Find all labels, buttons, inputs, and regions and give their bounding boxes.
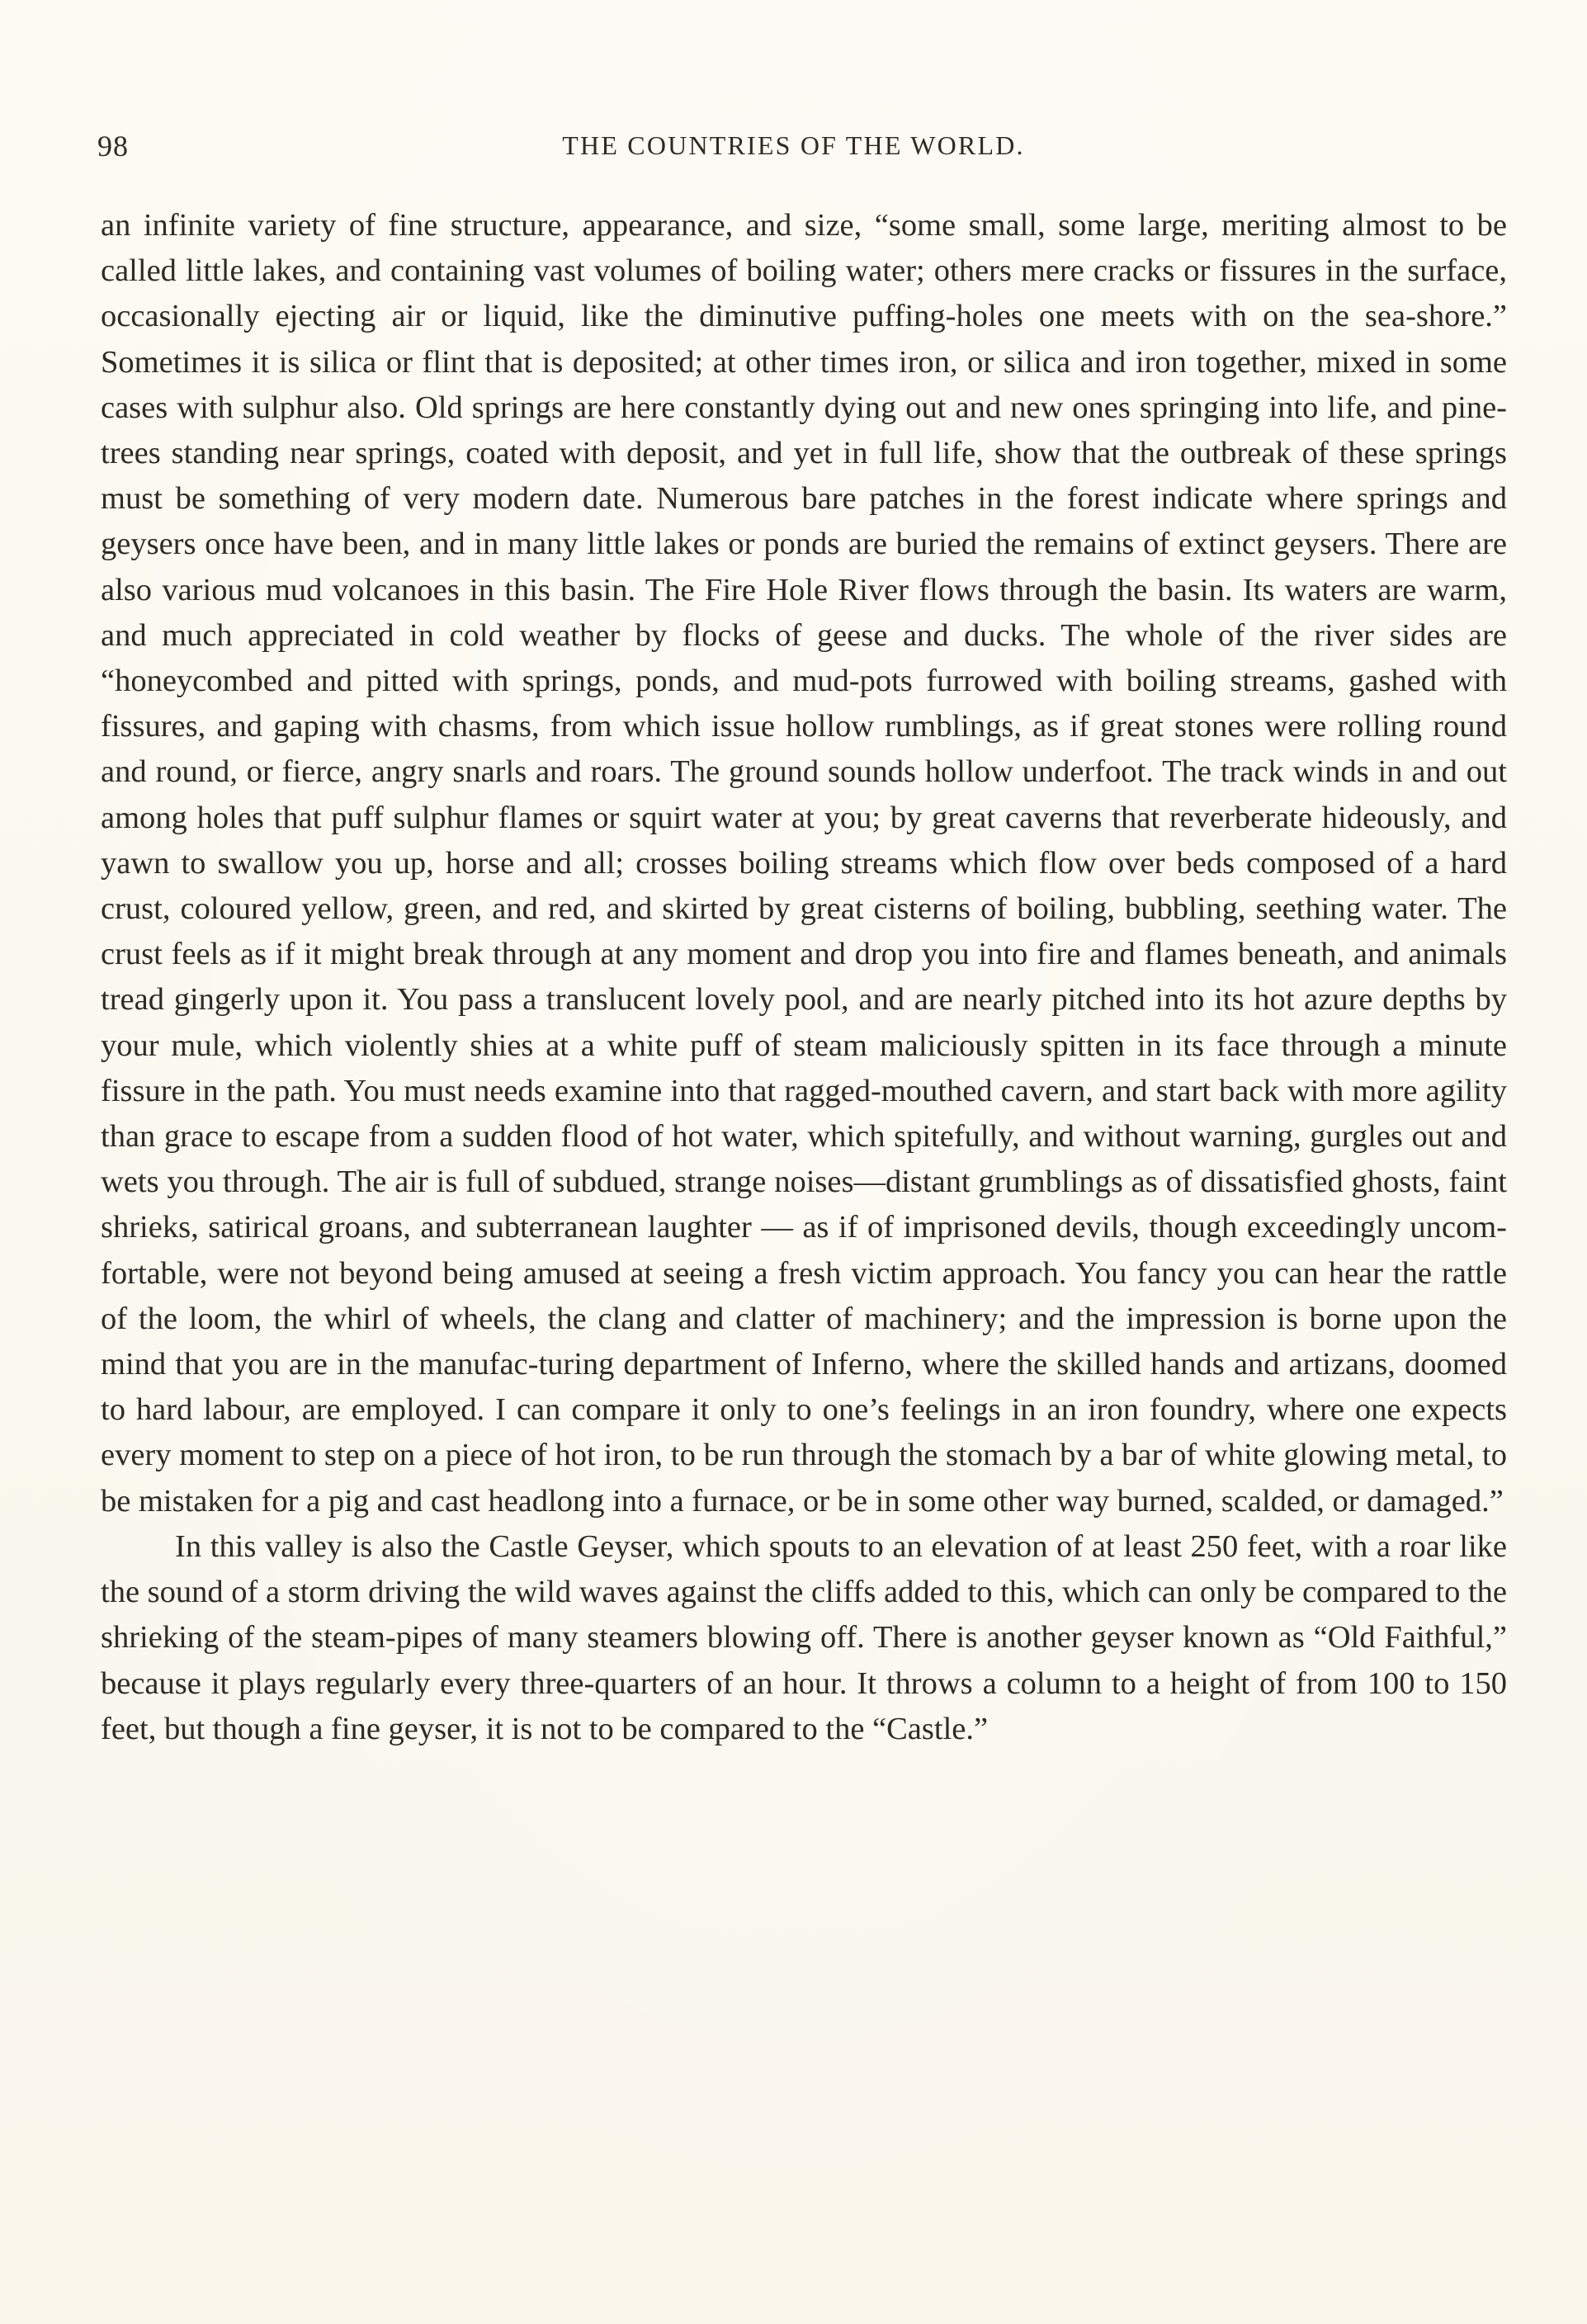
body-paragraph-1: an infinite variety of fine structure, appearance, and size, “some small, some large, meriting almost to be called little lakes, and containing vast volumes of boiling water; others mere cracks or fissures in the surface, occasionally ejecting air or liquid, like the diminutive puffing-holes one meets with on the sea-shore.” Sometimes it is silica or flint that is deposited; at other times iron, or silica and iron together, mixed in some cases with sulphur also. Old springs are here constantly dying out and new ones springing into life, and pine-trees standing near springs, coated with deposit, and yet in full life, show that the outbreak of these springs must be something of very modern date. Numerous bare patches in the forest indicate where springs and geysers once have been, and in many little lakes or ponds are buried the remains of extinct geysers. There are also various mud volcanoes in this basin. The Fire Hole River flows through the basin. Its waters are warm, and much appreciated in cold weather by flocks of geese and ducks. The whole of the river sides are “honeycombed and pitted with springs, ponds, and mud-pots furrowed with boiling streams, gashed with fissures, and gaping with chasms, from which issue hollow rumblings, as if great stones were rolling round and round, or fierce, angry snarls and roars. The ground sounds hollow underfoot. The track winds in and out among holes that puff sulphur flames or squirt water at you; by great caverns that reverberate hideously, and yawn to swallow you up, horse and all; crosses boiling streams which flow over beds composed of a hard crust, coloured yellow, green, and red, and skirted by great cisterns of boiling, bubbling, seething water. The crust feels as if it might break through at any moment and drop you into fire and flames beneath, and animals tread gingerly upon it. You pass a translucent lovely pool, and are nearly pitched into its hot azure depths by your mule, which violently shies at a white puff of steam maliciously spitten in its face through a minute fissure in the path. You must needs examine into that ragged-mouthed cavern, and start back with more agility than grace to escape from a sudden flood of hot water, which spitefully, and without warning, gurgles out and wets you through. The air is full of subdued, strange noises—distant grumblings as of dissatisfied ghosts, faint shrieks, satirical groans, and subterranean laughter — as if of imprisoned devils, though exceedingly uncom-fortable, were not beyond being amused at seeing a fresh victim approach. You fancy you can hear the rattle of the loom, the whirl of wheels, the clang and clatter of machinery; and the impression is borne upon the mind that you are in the manufac-turing department of Inferno, where the skilled hands and artizans, doomed to hard labour, are employed. I can compare it only to one’s feelings in an iron foundry, where one expects every moment to step on a piece of hot iron, to be run through the stomach by a bar of white glowing metal, to be mistaken for a pig and cast headlong into a furnace, or be in some other way burned, scalded, or damaged.” — [101, 208, 1507, 1519]
running-header: THE COUNTRIES OF THE WORLD. — [562, 130, 1025, 160]
bottom-margin — [101, 2261, 1507, 2262]
page-body — [101, 203, 1507, 1752]
page-number: 98 — [97, 130, 129, 163]
body-paragraph-2: In this valley is also the Castle Geyser, which spouts to an elevation of at least 250 feet, with a roar like the sound of a storm driving the wild waves against the cliffs added to this, which can only be compared to the shrieking of the steam-pipes of many steamers blowing off. There is another geyser known as “Old Faithful,” because it plays regularly every three-quarters of an hour. It throws a column to a height of from 100 to 150 feet, but though a fine geyser, it is not to be compared to the “Castle.” — [101, 1528, 1507, 1746]
